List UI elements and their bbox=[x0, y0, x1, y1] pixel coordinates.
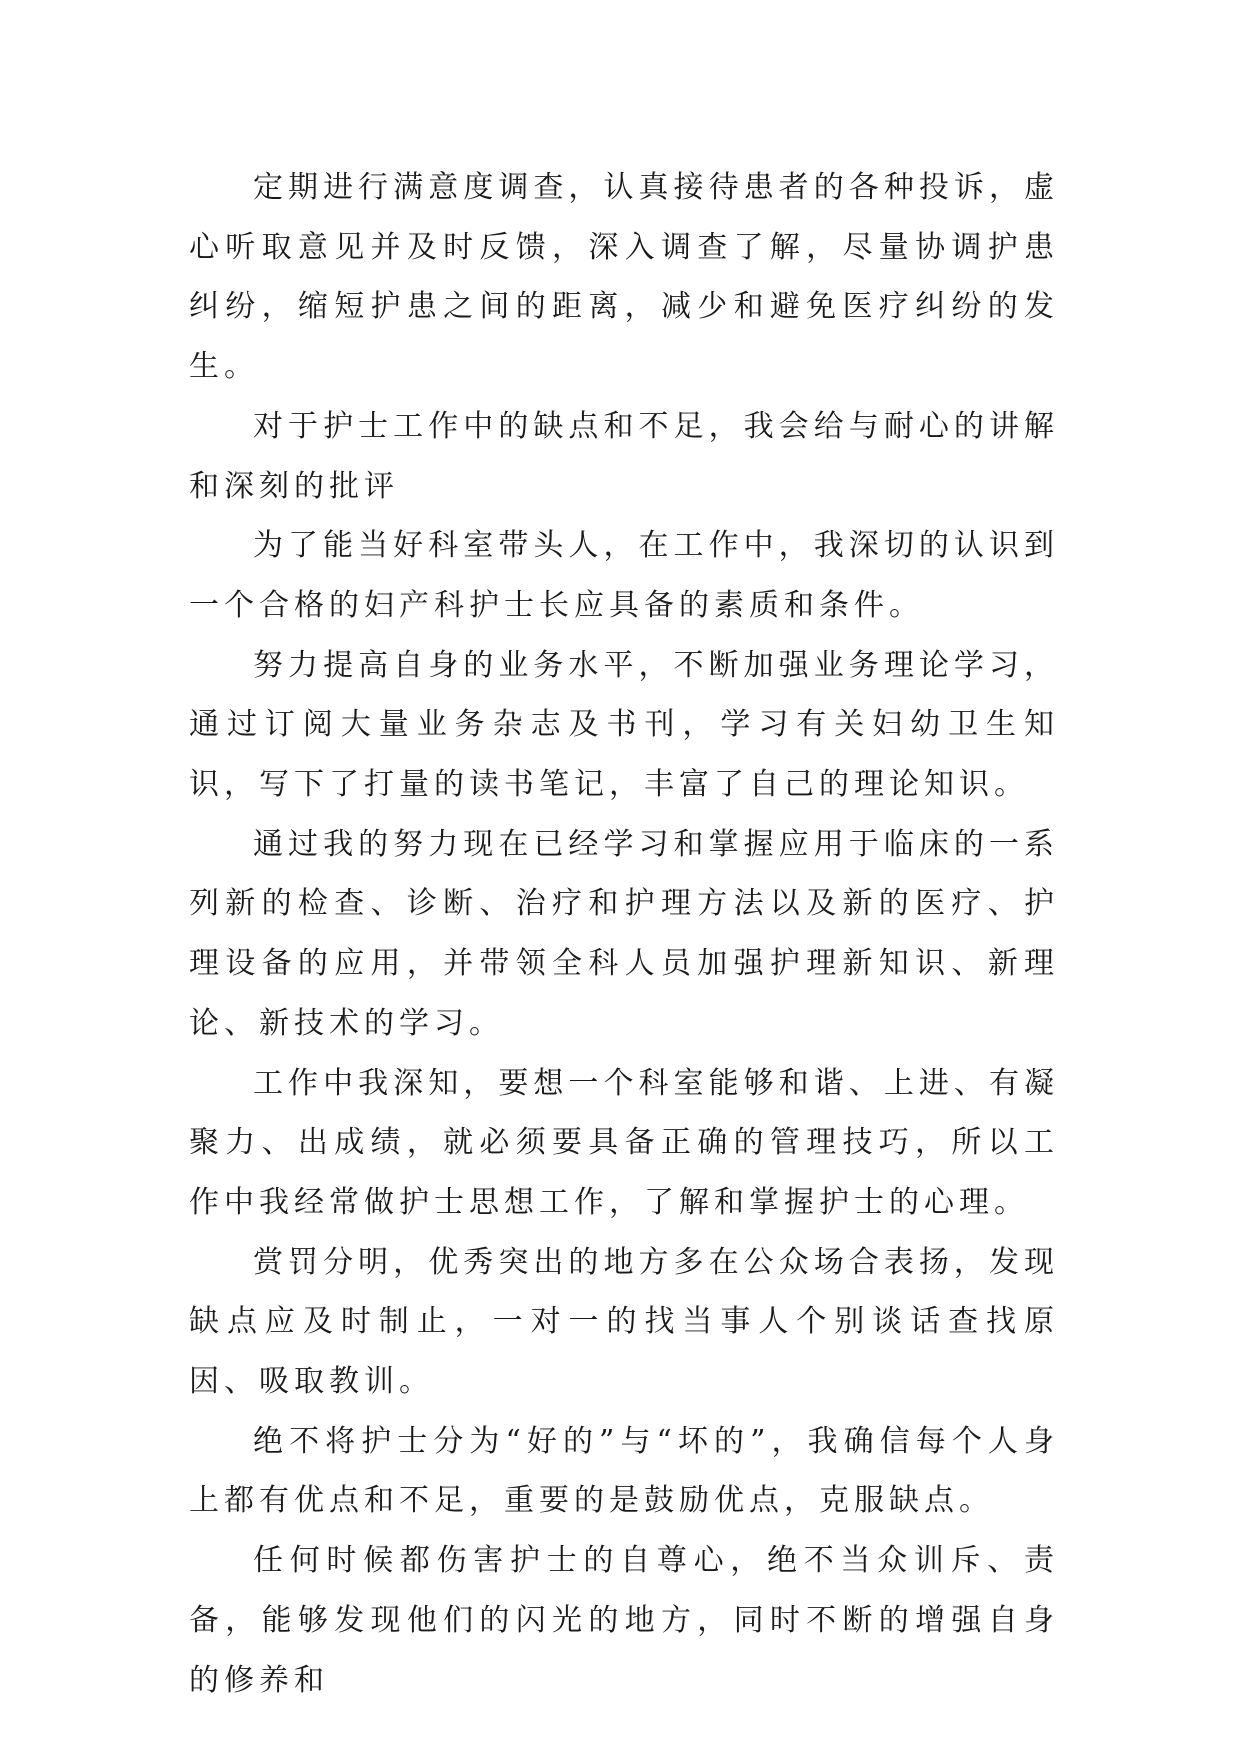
document-body bbox=[189, 158, 1059, 1710]
paragraph: 通过我的努力现在已经学习和掌握应用于临床的一系列新的检查、诊断、治疗和护理方法以及新的医疗、护理设备的应用，并带领全科人员加强护理新知识、新理论、新技术的学习。 bbox=[189, 826, 1059, 1041]
paragraph: 绝不将护士分为“好的”与“坏的”，我确信每个人身上都有优点和不足，重要的是鼓励优点，克服缺点。 bbox=[189, 1423, 1059, 1519]
paragraph: 工作中我深知，要想一个科室能够和谐、上进、有凝聚力、出成绩，就必须要具备正确的管理技巧，所以工作中我经常做护士思想工作，了解和掌握护士的心理。 bbox=[189, 1065, 1059, 1220]
paragraph: 努力提高自身的业务水平，不断加强业务理论学习，通过订阅大量业务杂志及书刊，学习有关妇幼卫生知识，写下了打量的读书笔记，丰富了自己的理论知识。 bbox=[189, 647, 1059, 803]
paragraph: 任何时候都伤害护士的自尊心，绝不当众训斥、责备，能够发现他们的闪光的地方，同时不断的增强自身的修养和 bbox=[189, 1543, 1059, 1698]
paragraph: 对于护士工作中的缺点和不足，我会给与耐心的讲解和深刻的批评 bbox=[189, 408, 1059, 504]
paragraph: 为了能当好科室带头人，在工作中，我深切的认识到一个合格的妇产科护士长应具备的素质和条件。 bbox=[189, 528, 1059, 623]
paragraph: 定期进行满意度调查，认真接待患者的各种投诉，虚心听取意见并及时反馈，深入调查了解，尽量协调护患纠纷，缩短护患之间的距离，减少和避免医疗纠纷的发生。 bbox=[189, 170, 1059, 385]
paragraph: 赏罚分明，优秀突出的地方多在公众场合表扬，发现缺点应及时制止，一对一的找当事人个别谈话查找原因、吸取教训。 bbox=[189, 1244, 1059, 1400]
